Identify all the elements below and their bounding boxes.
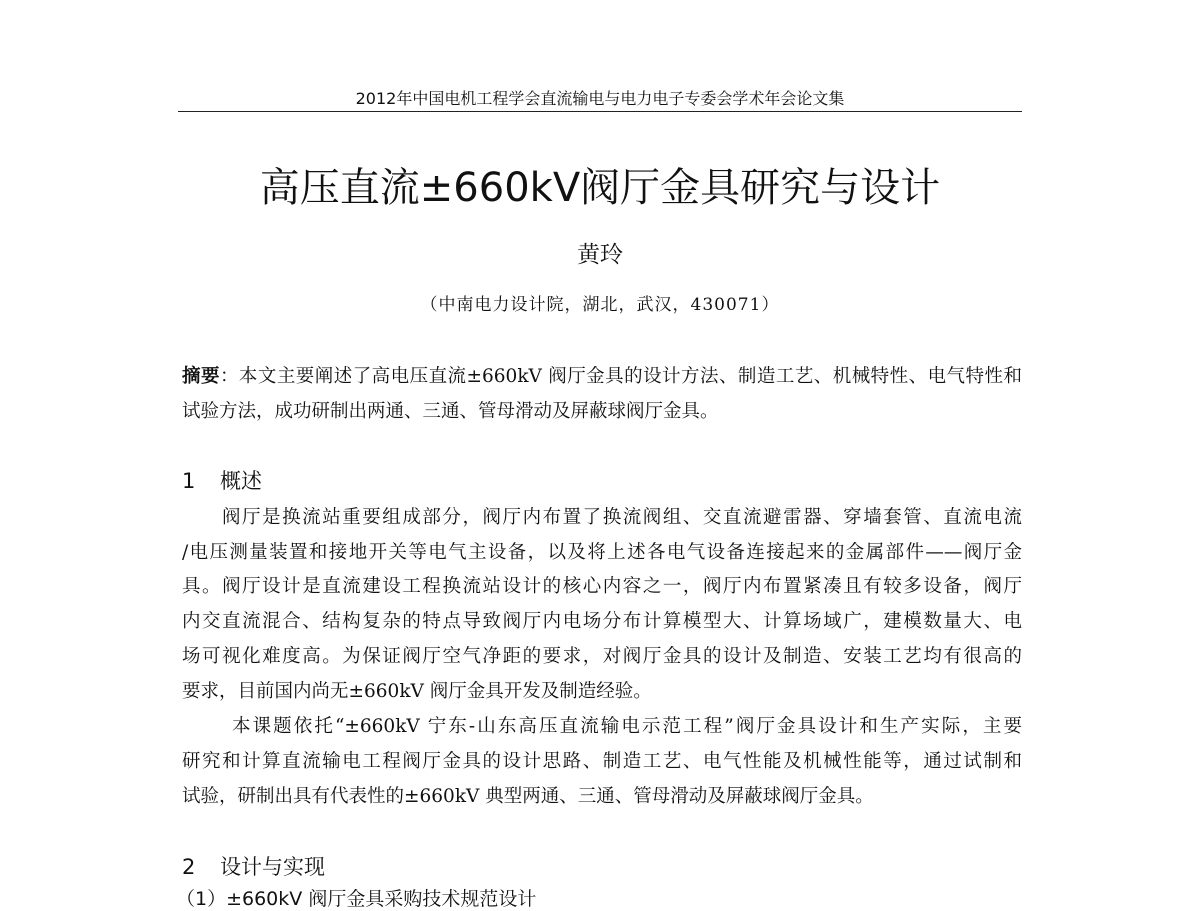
paragraph-line: 试验，研制出具有代表性的±660kV 典型两通、三通、管母滑动及屏蔽球阀厅金具。 bbox=[182, 786, 874, 807]
section-number: 2 bbox=[182, 855, 196, 879]
subsection-heading: （1）±660kV 阀厅金具采购技术规范设计 bbox=[176, 888, 537, 910]
paragraph-line: 内交直流混合、结构复杂的特点导致阀厅内电场分布计算模型大、计算场域广，建模数量大、电 bbox=[182, 611, 1022, 632]
paragraph-line: 阀厅是换流站重要组成部分，阀厅内布置了换流阀组、交直流避雷器、穿墙套管、直流电流 bbox=[222, 507, 1022, 528]
paper-title: 高压直流±660kV阀厅金具研究与设计 bbox=[259, 165, 941, 211]
paragraph-line: 要求，目前国内尚无±660kV 阀厅金具开发及制造经验。 bbox=[182, 681, 652, 702]
abstract-sep: ： bbox=[219, 366, 239, 387]
section-number: 1 bbox=[182, 469, 196, 493]
affiliation: （中南电力设计院，湖北，武汉，430071） bbox=[420, 295, 780, 315]
section-heading bbox=[182, 465, 262, 495]
paragraph-line: 场可视化难度高。为保证阀厅空气净距的要求，对阀厅金具的设计及制造、安装工艺均有很高的 bbox=[182, 646, 1022, 667]
paragraph-line: 本课题依托“±660kV 宁东-山东高压直流输电示范工程”阀厅金具设计和生产实际，主要 bbox=[232, 716, 1022, 737]
paragraph-line: /电压测量装置和接地开关等电气主设备，以及将上述各电气设备连接起来的金属部件——阀厅金 bbox=[182, 542, 1022, 563]
section-title: 概述 bbox=[220, 469, 262, 493]
abstract-text: 本文主要阐述了高电压直流±660kV 阀厅金具的设计方法、制造工艺、机械特性、电气特性和 bbox=[238, 366, 1022, 387]
header-rule bbox=[178, 111, 1022, 112]
author: 黄玲 bbox=[577, 242, 623, 268]
paragraph-line: 具。阀厅设计是直流建设工程换流站设计的核心内容之一，阀厅内布置紧凑且有较多设备，阀厅 bbox=[182, 576, 1022, 597]
abstract-line: 试验方法，成功研制出两通、三通、管母滑动及屏蔽球阀厅金具。 bbox=[182, 401, 719, 422]
paragraph-line: 研究和计算直流输电工程阀厅金具的设计思路、制造工艺、电气性能及机械性能等，通过试制和 bbox=[182, 751, 1022, 772]
section-heading bbox=[182, 851, 325, 881]
section-title: 设计与实现 bbox=[220, 855, 325, 879]
abstract-line bbox=[182, 362, 1022, 388]
abstract-label: 摘要 bbox=[182, 366, 220, 387]
running-header: 2012年中国电机工程学会直流输电与电力电子专委会学术年会论文集 bbox=[355, 89, 845, 108]
